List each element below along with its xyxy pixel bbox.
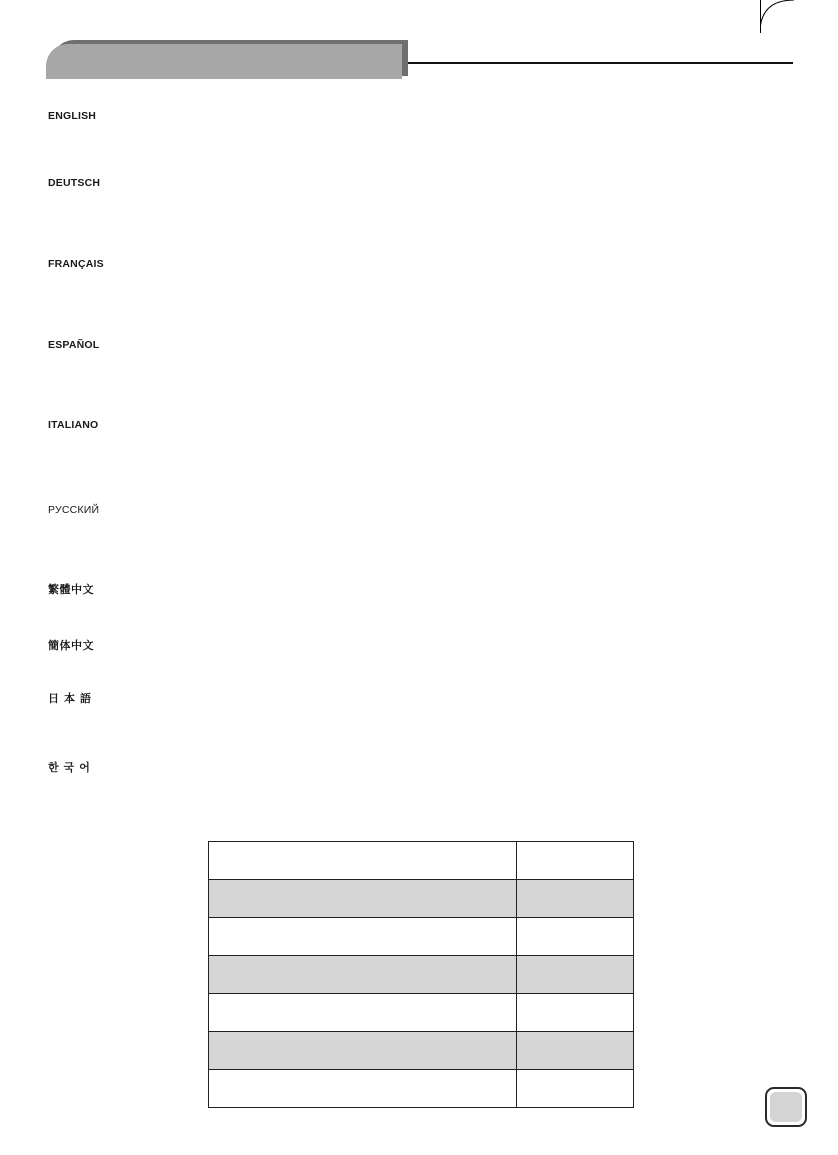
table-row [209, 1032, 634, 1070]
header-tab [46, 44, 402, 79]
lang-label-espanol: ESPAÑOL [48, 339, 100, 351]
table-cell [209, 1070, 517, 1108]
lang-label-traditional-chinese: 繁體中文 [48, 583, 94, 596]
table-cell [517, 994, 634, 1032]
table-cell [517, 880, 634, 918]
table-cell [209, 1032, 517, 1070]
lang-label-simplified-chinese: 簡体中文 [48, 639, 94, 652]
table-row [209, 994, 634, 1032]
header-rule [408, 62, 793, 64]
table-cell [517, 1032, 634, 1070]
lang-label-korean: 한국어 [48, 761, 95, 774]
table-cell [209, 956, 517, 994]
table-row [209, 842, 634, 880]
lang-label-francais: FRANÇAIS [48, 258, 104, 270]
table-cell [209, 842, 517, 880]
spec-table-body [209, 842, 634, 1108]
lang-label-japanese: 日本語 [48, 692, 96, 705]
table-cell [209, 918, 517, 956]
table-cell [209, 994, 517, 1032]
table-row [209, 1070, 634, 1108]
page-number-box [765, 1087, 807, 1127]
lang-label-russian: РУССКИЙ [48, 504, 100, 516]
lang-label-english: ENGLISH [48, 110, 97, 122]
table-cell [209, 880, 517, 918]
table-row [209, 956, 634, 994]
table-cell [517, 842, 634, 880]
spec-table [208, 841, 634, 1108]
table-cell [517, 918, 634, 956]
lang-label-deutsch: DEUTSCH [48, 177, 101, 189]
crop-mark-arc [760, 0, 794, 33]
table-cell [517, 956, 634, 994]
table-row [209, 880, 634, 918]
table-cell [517, 1070, 634, 1108]
lang-label-italiano: ITALIANO [48, 419, 99, 431]
table-row [209, 918, 634, 956]
